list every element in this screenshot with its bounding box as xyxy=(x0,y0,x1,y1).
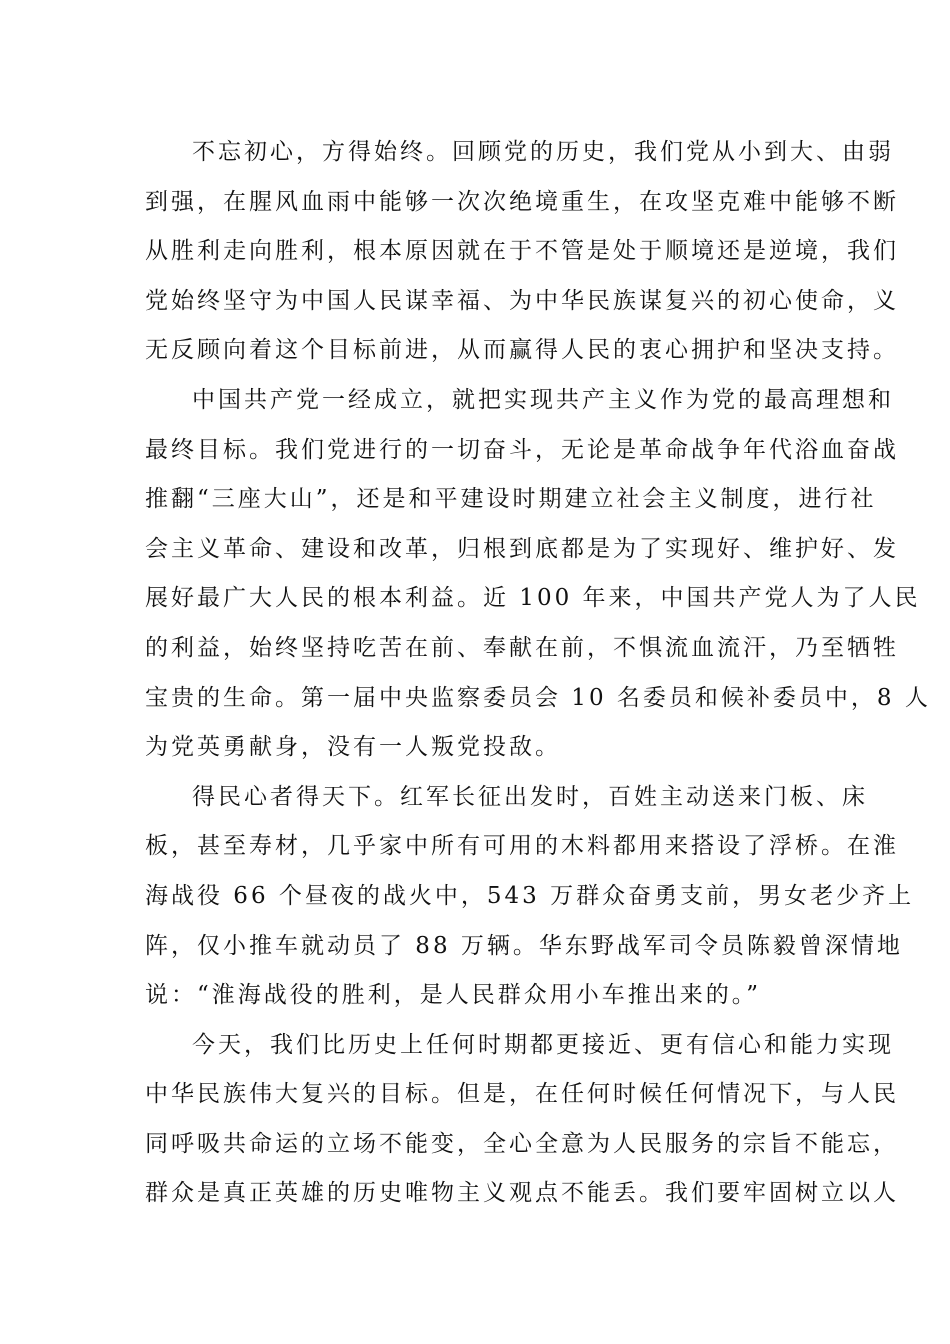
text-line: 说：“淮海战役的胜利，是人民群众用小车推出来的。” xyxy=(145,982,762,1009)
text-line: 得民心者得天下。红军长征出发时，百姓主动送来门板、床 xyxy=(192,783,868,810)
text-line: 为党英勇献身，没有一人叛党投敌。 xyxy=(145,734,561,761)
paragraph-2 xyxy=(145,376,931,773)
text-line: 板，甚至寿材，几乎家中所有可用的木料都用来搭设了浮桥。在淮 xyxy=(145,833,899,860)
text-line: 推翻“三座大山”，还是和平建设时期建立社会主义制度，进行社 xyxy=(145,486,877,513)
text-line: 展好最广大人民的根本利益。近 100 年来，中国共产党人为了人民 xyxy=(145,585,921,612)
text-line: 到强，在腥风血雨中能够一次次绝境重生，在攻坚克难中能够不断 xyxy=(145,188,899,215)
document-body xyxy=(145,128,931,1219)
text-line: 从胜利走向胜利，根本原因就在于不管是处于顺境还是逆境，我们 xyxy=(145,238,899,265)
text-line: 宝贵的生命。第一届中央监察委员会 10 名委员和候补委员中，8 人 xyxy=(145,684,931,711)
text-line: 中国共产党一经成立，就把实现共产主义作为党的最高理想和 xyxy=(192,386,894,413)
paragraph-3 xyxy=(145,773,915,1021)
text-line: 党始终坚守为中国人民谋幸福、为中华民族谋复兴的初心使命，义 xyxy=(145,287,899,314)
text-line: 会主义革命、建设和改革，归根到底都是为了实现好、维护好、发 xyxy=(145,535,899,562)
paragraph-1 xyxy=(145,128,899,376)
text-line: 同呼吸共命运的立场不能变，全心全意为人民服务的宗旨不能忘， xyxy=(145,1130,899,1157)
text-line: 无反顾向着这个目标前进，从而赢得人民的衷心拥护和坚决支持。 xyxy=(145,337,899,364)
text-line: 海战役 66 个昼夜的战火中，543 万群众奋勇支前，男女老少齐上 xyxy=(145,882,915,909)
text-line: 不忘初心，方得始终。回顾党的历史，我们党从小到大、由弱 xyxy=(192,139,894,165)
text-line: 群众是真正英雄的历史唯物主义观点不能丢。我们要牢固树立以人 xyxy=(145,1180,899,1207)
text-line: 最终目标。我们党进行的一切奋斗，无论是革命战争年代浴血奋战 xyxy=(145,436,899,463)
text-line: 中华民族伟大复兴的目标。但是，在任何时候任何情况下，与人民 xyxy=(145,1081,899,1108)
text-line: 的利益，始终坚持吃苦在前、奉献在前，不惧流血流汗，乃至牺牲 xyxy=(145,634,899,661)
text-line: 今天，我们比历史上任何时期都更接近、更有信心和能力实现 xyxy=(192,1031,894,1058)
text-line: 阵，仅小推车就动员了 88 万辆。华东野战军司令员陈毅曾深情地 xyxy=(145,932,903,959)
paragraph-4 xyxy=(145,1021,899,1219)
